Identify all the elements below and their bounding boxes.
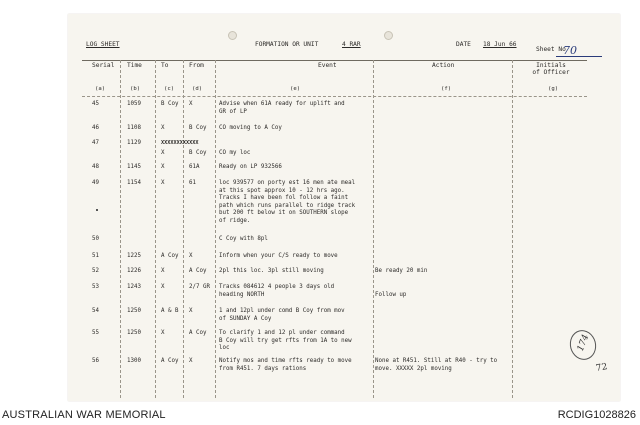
cell-time: 1129 [127,140,141,146]
cell-from: B Coy [189,150,207,156]
column-sub-label: (c) [164,86,175,92]
punch-hole [384,31,393,40]
cell-serial: 56 [92,358,99,364]
cell-serial: 53 [92,284,99,290]
folio-stamp-number: 174 [575,333,592,353]
cell-event-line: Ready on LP 932566 [219,164,282,170]
cell-time: 1243 [127,284,141,290]
cell-event-line: CO my loc [219,150,251,156]
cell-to: A Coy [161,253,179,259]
cell-serial: 47 [92,140,99,146]
cell-serial: 52 [92,268,99,274]
cell-from: 2/7 GR [189,284,210,290]
cell-to: A & B [161,308,179,314]
footer-institution: AUSTRALIAN WAR MEMORIAL [2,409,166,421]
column-header: Serial [92,62,115,69]
cell-action-line: move. XXXXX 2pl moving [375,365,452,372]
sheet-no-label: Sheet No [536,46,566,53]
cell-event-line: GR of LP [219,108,247,115]
sheet-no-value: 70 [563,44,577,57]
cell-event-line: Notify mos and time rfts ready to move [219,358,352,364]
cell-from: A Coy [189,268,207,274]
cell-serial: 45 [92,101,99,107]
cell-serial: 48 [92,164,99,170]
cell-from: X [189,308,193,314]
cell-to: X [161,330,165,336]
cell-from: X [189,101,193,107]
cell-event-line: Tracks I have been fol follow a faint [219,195,349,202]
column-header: Action [432,62,455,69]
cell-event-line: Inform when your C/S ready to move [219,253,338,259]
column-sub-label: (g) [548,86,559,92]
column-sub-label: (e) [290,86,301,92]
formation-value: 4 RAR [342,41,361,48]
column-sub-label: (a) [95,86,106,92]
cell-time: 1300 [127,358,141,364]
cell-to: X [161,164,165,170]
column-sub-label: (f) [441,86,452,92]
cell-event-line: of SUNDAY A Coy [219,315,272,322]
column-header: Time [127,62,142,69]
cell-from: X [189,253,193,259]
cell-to: X [161,150,165,156]
cell-action-line: Be ready 20 min [375,268,428,274]
column-sub-label: (b) [130,86,141,92]
footer-record-id: RCDIG1028826 [557,409,636,421]
cell-time: 1225 [127,253,141,259]
cell-event-line: To clarify 1 and 12 pl under command [219,330,345,336]
cell-event-line: B Coy will try get rfts from 1A to new [219,337,352,344]
cell-time: 1145 [127,164,141,170]
cell-event-line: but 200 ft below it on SOUTHERN slope [219,210,349,217]
ink-mark [96,209,98,211]
cell-time: 1154 [127,180,141,186]
cell-to: A Coy [161,358,179,364]
cell-serial: 46 [92,125,99,131]
cell-serial: 51 [92,253,99,259]
cell-event-line: heading NORTH [219,291,265,298]
cell-from: X [189,358,193,364]
column-divider [120,60,121,398]
punch-hole [228,31,237,40]
sheet-no-underline [556,56,602,57]
column-header: From [189,62,204,69]
cell-serial: 49 [92,180,99,186]
column-header: Event [318,62,337,69]
cell-from: 61 [189,180,196,186]
column-header: Initials of Officer [532,62,570,76]
cell-event-line: Tracks 084612 4 people 3 days old [219,284,335,290]
cell-to: X [161,284,165,290]
cell-event-line: at this spot approx 10 - 12 hrs ago. [219,187,345,194]
cell-from: B Coy [189,125,207,131]
cell-to: XXXXXXXXXXXX [161,140,199,146]
log-sheet-title: LOG SHEET [86,41,120,48]
cell-time: 1108 [127,125,141,131]
cell-event-line: loc [219,345,230,352]
cell-to: X [161,180,165,186]
cell-action-line: None at R451. Still at R40 - try to [375,358,498,364]
cell-serial: 50 [92,236,99,242]
cell-serial: 55 [92,330,99,336]
cell-time: 1059 [127,101,141,107]
cell-event-line: 2pl this loc. 3pl still moving [219,268,324,274]
cell-event-line: CO moving to A Coy [219,125,282,131]
formation-label: FORMATION OR UNIT [255,41,319,48]
date-value: 18 Jun 66 [483,41,517,48]
cell-time: 1250 [127,308,141,314]
column-divider [155,60,156,398]
cell-from: 61A [189,164,200,170]
cell-event-line: 1 and 12pl under comd B Coy from mov [219,308,345,314]
cell-event-line: path which runs parallel to ridge track [219,202,356,209]
cell-to: X [161,125,165,131]
column-divider [373,60,374,398]
cell-event-line: from R451. 7 days rations [219,365,307,372]
cell-event-line: Advise when 61A ready for uplift and [219,101,345,107]
margin-page-number: 72 [595,362,609,374]
cell-event-line: of ridge. [219,218,251,224]
cell-from: A Coy [189,330,207,336]
cell-time: 1250 [127,330,141,336]
cell-event-line: C Coy with 8pl [219,236,268,242]
cell-action-line: Follow up [375,291,407,298]
cell-event-line: loc 939577 on porty est 16 men ate meal [219,180,356,186]
column-sub-label: (d) [192,86,203,92]
column-divider [215,60,216,398]
cell-to: B Coy [161,101,179,107]
cell-time: 1226 [127,268,141,274]
date-label: DATE [456,41,471,48]
column-header: To [161,62,169,69]
column-divider [183,60,184,398]
cell-serial: 54 [92,308,99,314]
column-divider [512,60,513,398]
cell-to: X [161,268,165,274]
